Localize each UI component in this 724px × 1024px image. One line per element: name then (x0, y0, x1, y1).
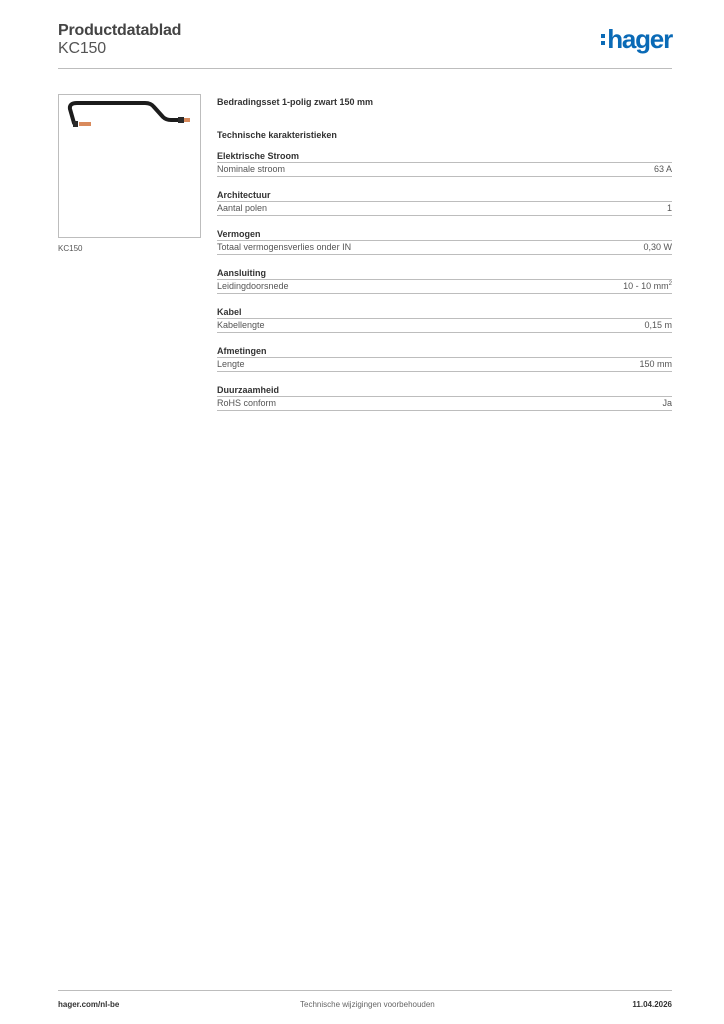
group-title: Architectuur (217, 189, 672, 202)
spec-groups (217, 150, 672, 423)
product-image (58, 94, 201, 238)
spec-group-aansluiting (217, 267, 672, 306)
group-title: Duurzaamheid (217, 384, 672, 397)
spec-label: Aantal polen (217, 203, 268, 213)
spec-label: Leidingdoorsnede (217, 281, 289, 291)
spec-group-afmetingen (217, 345, 672, 384)
spec-value-main: 10 - 10 mm (623, 281, 669, 291)
group-title: Aansluiting (217, 267, 672, 280)
spec-row (217, 241, 672, 255)
document-title: Productdatablad (58, 22, 182, 39)
product-code: KC150 (58, 40, 106, 57)
page-header (58, 20, 672, 69)
spec-value: 63 A (653, 164, 672, 174)
spec-group-vermogen (217, 228, 672, 267)
footer-website-link[interactable]: hager.com/nl-be (58, 1000, 120, 1009)
footer-date: 11.04.2026 (632, 1000, 672, 1009)
hager-logo (601, 26, 672, 52)
spec-row (217, 202, 672, 216)
footer-disclaimer: Technische wijzigingen voorbehouden (300, 1000, 435, 1009)
spec-row (217, 280, 672, 294)
spec-value: 0,15 m (644, 320, 672, 330)
page-footer (58, 990, 672, 1011)
spec-group-duurzaamheid (217, 384, 672, 423)
spec-label: Kabellengte (217, 320, 265, 330)
spec-value (623, 280, 672, 293)
cable-image-icon (59, 95, 200, 237)
spec-row (217, 397, 672, 411)
spec-value: 0,30 W (643, 242, 672, 252)
spec-row (217, 163, 672, 177)
spec-row (217, 358, 672, 372)
group-title: Afmetingen (217, 345, 672, 358)
spec-content (217, 96, 672, 423)
logo-dots-icon (601, 34, 605, 45)
spec-value-exponent: 2 (668, 281, 672, 287)
group-title: Kabel (217, 306, 672, 319)
spec-label: Nominale stroom (217, 164, 286, 174)
spec-label: Totaal vermogensverlies onder IN (217, 242, 352, 252)
spec-group-elektrische-stroom (217, 150, 672, 189)
logo-text: hager (607, 24, 672, 54)
group-title: Elektrische Stroom (217, 150, 672, 163)
spec-label: Lengte (217, 359, 245, 369)
spec-group-architectuur (217, 189, 672, 228)
section-heading: Technische karakteristieken (217, 130, 337, 140)
spec-group-kabel (217, 306, 672, 345)
spec-value: 150 mm (639, 359, 672, 369)
spec-value: 1 (666, 203, 672, 213)
spec-row (217, 319, 672, 333)
group-title: Vermogen (217, 228, 672, 241)
spec-value: Ja (662, 398, 672, 408)
image-caption: KC150 (58, 244, 83, 253)
product-name: Bedradingsset 1-polig zwart 150 mm (217, 97, 374, 107)
spec-label: RoHS conform (217, 398, 277, 408)
